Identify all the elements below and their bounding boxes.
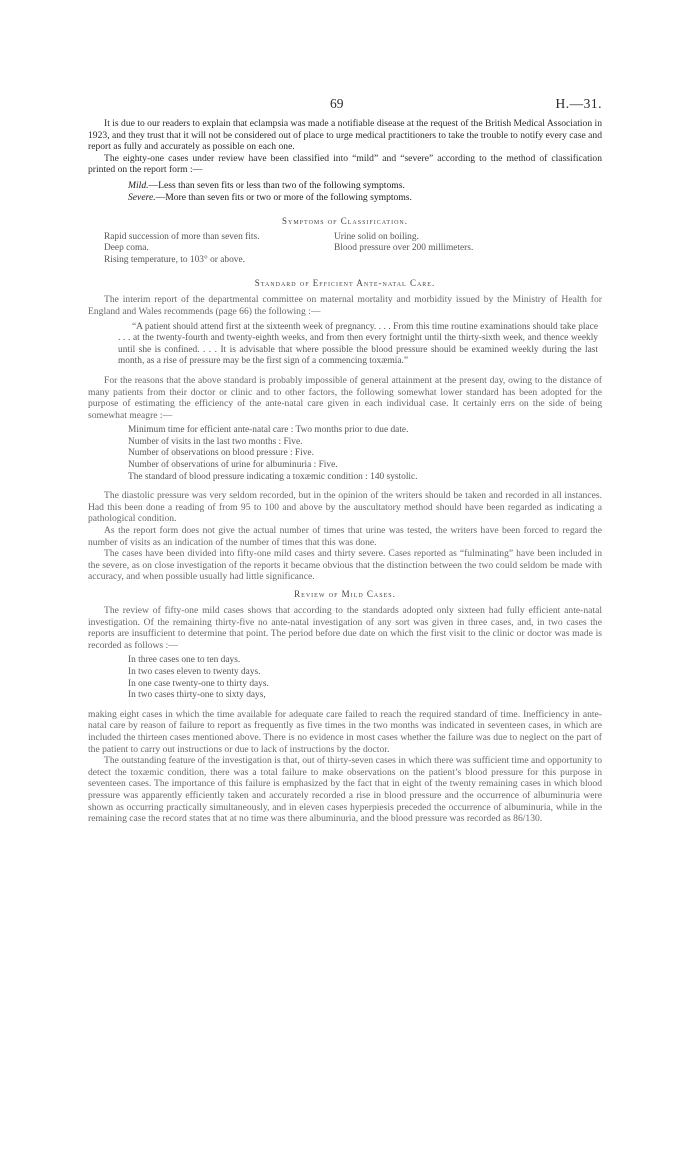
document-page: [88, 96, 602, 825]
list-item: Number of visits in the last two months : Five.: [128, 436, 303, 447]
page-number: 69: [330, 96, 344, 111]
symptom-item: Rapid succession of more than seven fits.: [104, 231, 260, 242]
diastolic-paragraph: The diastolic pressure was very seldom recorded, but in the opinion of the writers should be taken and recorded in all instances. Had this been done a reading of from 95 to 100 and above by the auscultatory method should have been regarded as indicating a pathological condition.: [88, 490, 602, 525]
list-item: In two cases eleven to twenty days.: [128, 666, 261, 677]
symptoms-table: [104, 232, 602, 267]
list-item: Number of observations on blood pressure : Five.: [128, 448, 314, 459]
severe-definition: [128, 192, 602, 204]
symptoms-heading: Symptoms of Classification.: [282, 215, 408, 226]
severe-text: —More than seven fits or two or more of the following symptoms.: [155, 191, 412, 203]
symptoms-right-column: [334, 232, 584, 267]
mild-label: Mild.: [128, 179, 149, 191]
list-item: Minimum time for efficient ante-natal care : Two months prior to due date.: [128, 425, 409, 436]
classification-paragraph: The eighty-one cases under review have been classified into “mild” and “severe” according to the method of classification printed on the report form :—: [88, 152, 602, 176]
mild-text: —Less than seven fits or less than two of the following symptoms.: [148, 179, 405, 191]
list-item: In three cases one to ten days.: [128, 655, 241, 666]
intro-paragraph: It is due to our readers to explain that eclampsia was made a notifiable disease at the request of the British Medical Association in 1923, and they trust that it will not be considered out of place to urge medical practitioners to take the trouble to notify every case and report as fully and accurately as possible on each one.: [88, 118, 603, 153]
classification-definitions: [128, 180, 602, 204]
symptoms-left-column: [104, 232, 334, 267]
first-visit-list: [128, 655, 602, 701]
ministry-quotation: “A patient should attend first at the sixteenth week of pregnancy. . . . From this time routine examinations should take place . . . at the twenty-fourth and twenty-eighth weeks, and from then every fortnight until the thirty-sixth week, and thence weekly until she is confined. . . . It is advisable that where possible the blood pressure should be examined weekly during the last month, as a rise of pressure may be the first sign of a commencing toxæmia.”: [118, 321, 598, 367]
standard-heading: Standard of Efficient Ante-natal Care.: [254, 278, 436, 289]
mild-review-heading: Review of Mild Cases.: [294, 589, 396, 599]
outstanding-feature-paragraph: The outstanding feature of the investigation is that, out of thirty-seven cases in which there was sufficient time and opportunity to detect the toxæmic condition, there was a total failure to make observations on the patient’s blood pressure for this purpose in seventeen cases. The importance of this failure is emphasized by the fact that in eight of the twenty remaining cases in which blood pressure was apparently efficiently taken and accurately recorded a rise in blood pressure and the occurrence of albuminuria were shown as occurring practically simultaneously, and in eleven cases hyperpiesis preceded the occurrence of albuminuria, while in the remaining case the record states that at no time was there albuminuria, and the blood pressure was recorded as 86/130.: [88, 755, 602, 825]
list-item: The standard of blood pressure indicating a toxæmic condition : 140 systolic.: [128, 471, 418, 482]
page-header: [88, 96, 602, 118]
mild-review-paragraph: The review of fifty-one mild cases shows that according to the standards adopted only sixteen had fully efficient ante-natal investigation. Of the remaining thirty-five no ante-natal investigation of any sort was given in three cases, and, in two cases the reports are insufficient to determine that point. The period before due date on which the first visit to the clinic or doctor was made is recorded as follows :—: [88, 605, 602, 651]
severe-label: Severe.: [128, 191, 156, 203]
mild-definition: [128, 180, 602, 192]
symptom-item: Blood pressure over 200 millimeters.: [334, 243, 474, 254]
symptom-item: Deep coma.: [104, 243, 149, 254]
list-item: In two cases thirty-one to sixty days,: [128, 690, 266, 701]
list-item: Number of observations of urine for albuminuria : Five.: [128, 460, 338, 471]
document-reference: H.—31.: [555, 96, 602, 111]
case-division-paragraph: The cases have been divided into fifty-one mild cases and thirty severe. Cases reported as “fulminating” have been included in the severe, as on close investigation of the reports it became obvious that the distinction between the two could seldom be made with accuracy, and when possible usually had little significance.: [88, 548, 602, 583]
report-form-paragraph: As the report form does not give the actual number of times that urine was tested, the writers have been forced to regard the number of visits as an indication of the number of times that this was done.: [88, 525, 602, 548]
interim-report-paragraph: The interim report of the departmental committee on maternal mortality and morbidity issued by the Ministry of Health for England and Wales recommends (page 66) the following :—: [88, 294, 602, 317]
list-item: In one case twenty-one to thirty days.: [128, 678, 269, 689]
inefficiency-paragraph: making eight cases in which the time available for adequate care failed to reach the required standard of time. Inefficiency in ante-natal care by reason of failure to report as frequently as five times in the two months was indicated in seventeen cases, in which are included the thirteen cases mentioned above. There is no evidence in most cases whether the failure was due to neglect on the part of the patient to carry out instructions or due to lack of instructions by the doctor.: [88, 708, 602, 755]
lower-standard-paragraph: For the reasons that the above standard is probably impossible of general attainment at the present day, owing to the distance of many patients from their doctor or clinic and to other factors, the following somewhat lower standard has been adopted for the purpose of estimating the efficiency of the ante-natal care given in each individual case. It certainly errs on the side of being somewhat meagre :—: [88, 374, 602, 421]
symptom-item: Rising temperature, to 103° or above.: [104, 254, 245, 265]
standard-criteria-list: [128, 425, 602, 483]
symptom-item: Urine solid on boiling.: [334, 231, 419, 242]
